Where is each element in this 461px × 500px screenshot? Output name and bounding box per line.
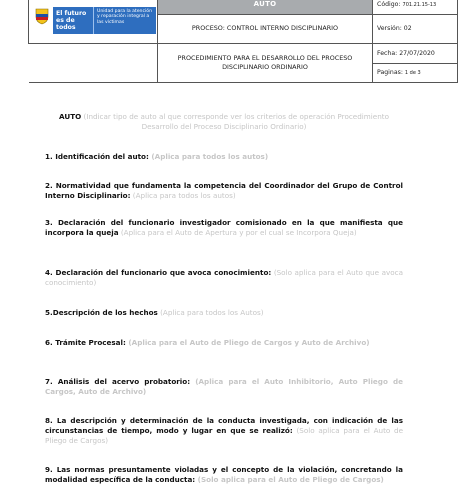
- intro-hint: (Indicar tipo de auto al que corresponde ver los criterios de operación Procedimiento Desarrollo del Proceso Disciplinario Ordinario): [81, 112, 389, 131]
- pages-label: Paginas:: [377, 69, 405, 77]
- intro-paragraph: [45, 112, 403, 132]
- logo-entity: Unidad para la atención y reparación integral a las víctimas: [97, 9, 152, 25]
- section-2-hint: (Aplica para todos los autos): [130, 191, 236, 200]
- section-1-hint: (Aplica para todos los autos): [148, 152, 269, 161]
- section-8: [45, 416, 403, 446]
- pages-value: 1 de 3: [404, 70, 421, 77]
- logo: [35, 7, 156, 34]
- logo-slogan: El futuro es de todos: [53, 7, 94, 34]
- section-9-title: 9. Las normas presuntamente violadas y el concepto de la violación, concretando la modalidad específica de la conducta:: [45, 465, 403, 484]
- section-3-hint: (Aplica para el Auto de Apertura y por el cual se Incorpora Queja): [118, 228, 357, 237]
- section-6-title: 6. Trámite Procesal:: [45, 338, 126, 347]
- section-6-hint: (Aplica para el Auto de Pliego de Cargos y Auto de Archivo): [125, 338, 370, 347]
- pages-cell: [373, 63, 458, 83]
- section-2: [45, 181, 403, 201]
- date-cell: Fecha: 27/07/2020: [373, 44, 458, 64]
- section-1: [45, 152, 403, 162]
- coat-of-arms-icon: [35, 7, 49, 25]
- section-5: [45, 308, 403, 318]
- section-1-title: 1. Identificación del auto:: [45, 152, 149, 161]
- section-8-title: 8. La descripción y determinación de la conducta investigada, con indicación de las circunstancias de tiempo, modo y lugar en que se realizó:: [45, 416, 403, 435]
- section-8-hint: (Solo aplica para el Auto de Pliego de Cargos): [45, 426, 403, 445]
- section-5-title: 5.Descripción de los hechos: [45, 308, 158, 317]
- code-cell: [373, 0, 458, 14]
- intro-label: AUTO: [59, 112, 82, 121]
- blank-cell-2: [29, 63, 158, 83]
- code-value: 701.21.15-13: [402, 1, 437, 8]
- section-6: [45, 338, 403, 348]
- section-2-title: 2. Normatividad que fundamenta la competencia del Coordinador del Grupo de Control Interno Disciplinario:: [45, 181, 403, 200]
- document-type-title: AUTO: [158, 0, 373, 14]
- section-3: [45, 218, 403, 238]
- section-4-title: 4. Declaración del funcionario que avoca conocimiento:: [45, 268, 272, 277]
- section-7-title: 7. Análisis del acervo probatorio:: [45, 377, 191, 386]
- section-3-title: 3. Declaración del funcionario investigador comisionado en la que manifiesta que incorpora la queja: [45, 218, 403, 237]
- section-7: [45, 377, 403, 397]
- section-7-hint: (Aplica para el Auto Inhibitorio, Auto Pliego de Cargos, Auto de Archivo): [45, 377, 404, 396]
- version-cell: Versión: 02: [373, 14, 458, 43]
- blank-cell: [29, 44, 158, 64]
- logo-banner: [53, 7, 156, 34]
- logo-cell: [29, 0, 158, 44]
- section-4-hint: (Solo aplica para el Auto que avoca conocimiento): [45, 268, 403, 287]
- section-4: [45, 268, 403, 288]
- section-9-hint: (Solo aplica para el Auto de Pliego de Cargos): [195, 475, 384, 484]
- section-5-hint: (Aplica para todos los Autos): [157, 308, 264, 317]
- process-cell: PROCESO: CONTROL INTERNO DISCIPLINARIO: [158, 14, 373, 43]
- code-label: Código:: [377, 0, 403, 8]
- procedure-cell: PROCEDIMIENTO PARA EL DESARROLLO DEL PROCESO DISCIPLINARIO ORDINARIO: [158, 44, 373, 83]
- header-table: [28, 0, 458, 83]
- section-9: [45, 465, 403, 485]
